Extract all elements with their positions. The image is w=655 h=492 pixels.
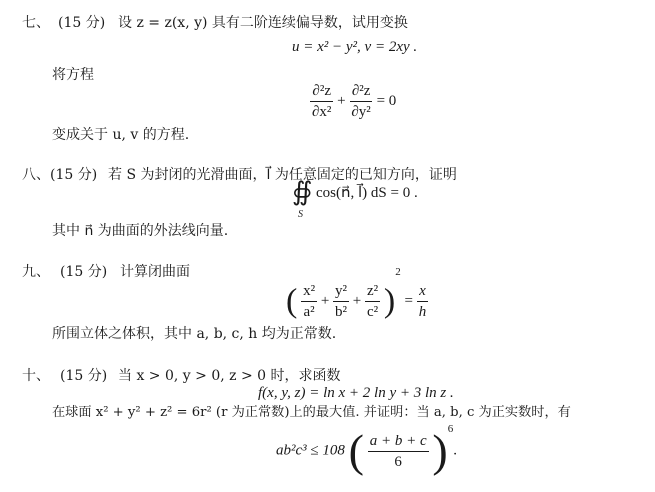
q8-surface-integral-sign: ∯ <box>292 177 313 206</box>
q7-stem: 设 z = z(x, y) 具有二阶连续偏导数，试用变换 <box>118 15 408 31</box>
q8-stem: 若 S 为封闭的光滑曲面，l⃗ 为任意固定的已知方向，证明 <box>108 167 457 183</box>
q8-points: (15 分) <box>50 167 98 183</box>
q7-plus: + <box>337 92 346 109</box>
q7-label: 七、 <box>22 15 50 31</box>
q7-tail: 变成关于 u, v 的方程. <box>52 127 190 143</box>
q7-frac-1: $\frac{\text{∂²z}}{\text{∂x²}}$ <box>312 83 332 120</box>
q9-power: 2 <box>395 266 401 278</box>
q9-right-paren: ) <box>383 282 396 320</box>
q8-tail: 其中 n⃗ 为曲面的外法线向量. <box>52 223 229 239</box>
q8-label: 八、 <box>22 167 50 183</box>
q9-surface-equation: ( $\frac{\text{x²}}{\text{a²}}$ + $\frac{\text{y²}}{\text{b²}}$ + $\frac{\text{z²}}{\text{c²}}$ )$^2$ = $\frac{x}{h}$ <box>286 266 427 320</box>
q9-label: 九、 <box>22 264 50 280</box>
q9-points: (15 分) <box>60 264 108 280</box>
q10-inequality: ab²c³ ≤ 108 ( $\frac{a + b + c}{6}$ )$^6$. <box>276 423 457 476</box>
q10-line2: 在球面 x² + y² + z² = 6r² (r 为正常数)上的最大值. 并证明：当 a, b, c 为正实数时，有 <box>52 405 571 420</box>
q8-integral-subscript: S <box>298 209 303 220</box>
q10-ineq-frac: $\frac{a + b + c}{6}$ <box>369 432 427 470</box>
q9-stem: 计算闭曲面 <box>120 264 190 280</box>
q10-points: (15 分) <box>60 368 108 384</box>
q10-function: f(x, y, z) = ln x + 2 ln y + 3 ln z . <box>258 385 454 401</box>
q7-points: (15 分) <box>58 15 106 31</box>
q8-integrand: cos(n⃗, l⃗) dS = 0 . <box>316 185 418 201</box>
q9-left-paren: ( <box>286 282 298 320</box>
q9-tail: 所围立体之体积，其中 a, b, c, h 均为正常数. <box>52 326 337 342</box>
q7-lead: 将方程 <box>52 67 94 83</box>
q10-stem: 当 x > 0, y > 0, z > 0 时，求函数 <box>118 368 341 384</box>
q10-label: 十、 <box>22 368 50 384</box>
q7-pde <box>310 82 396 121</box>
q7-rhs: = 0 <box>376 92 397 109</box>
q9-frac-z: $\frac{\text{z²}}{\text{c²}}$ <box>367 283 379 320</box>
q9-equals: = <box>404 292 413 309</box>
q9-frac-rhs: $\frac{x}{h}$ <box>418 283 427 320</box>
q10-ineq-lhs: ab²c³ ≤ 108 <box>276 442 345 459</box>
q9-frac-y: $\frac{\text{y²}}{\text{b²}}$ <box>335 283 348 320</box>
q7-frac-2: $\frac{\text{∂²z}}{\text{∂y²}}$ <box>351 83 371 120</box>
q10-ineq-power: 6 <box>447 423 454 436</box>
q7-transform: u = x² − y², v = 2xy . <box>292 39 418 55</box>
q9-frac-x: $\frac{\text{x²}}{\text{a²}}$ <box>303 283 316 320</box>
